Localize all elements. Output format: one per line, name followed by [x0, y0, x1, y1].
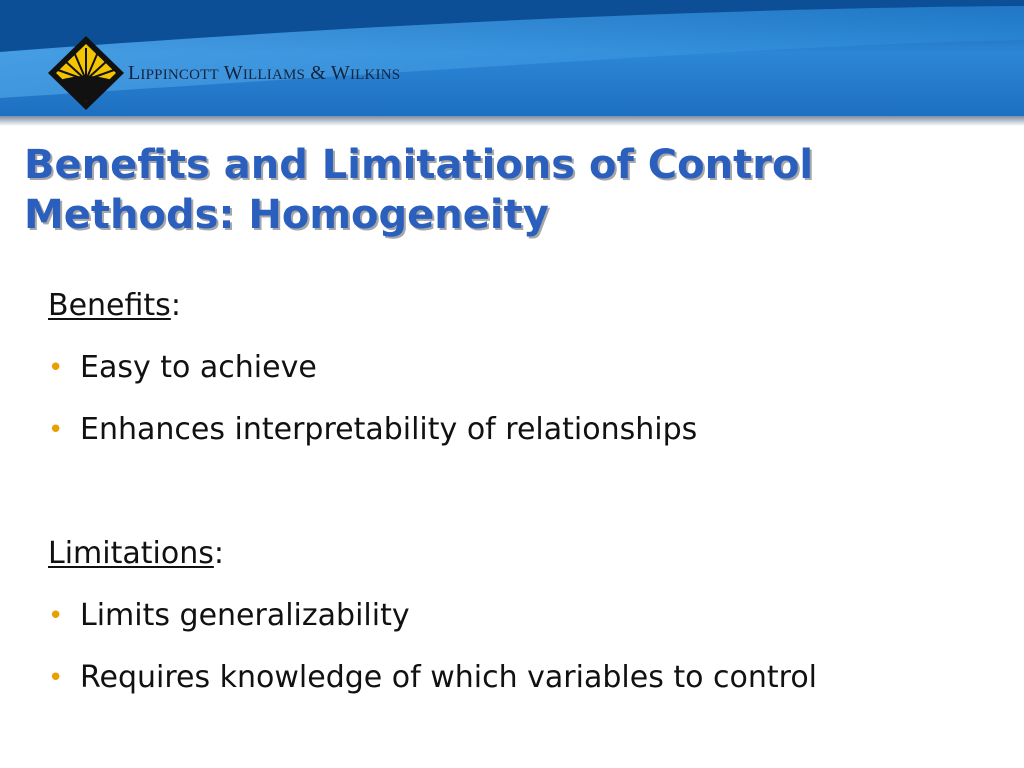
list-item: [48, 658, 988, 698]
section-spacer: [48, 472, 988, 534]
benefits-heading-colon: :: [170, 288, 181, 323]
publisher-name: [128, 62, 400, 85]
bullet-icon: •: [48, 601, 64, 631]
limitations-heading: [48, 534, 988, 574]
publisher-letter: W: [330, 62, 350, 84]
sunburst-logo-icon: [46, 34, 126, 112]
publisher-word: ILKINS: [349, 67, 401, 83]
publisher-ampersand: &: [310, 62, 327, 84]
slide-title-line-1: Benefits and Limitations of Control: [24, 142, 814, 188]
list-item-text: Enhances interpretability of relationships: [80, 412, 698, 447]
benefits-heading: [48, 286, 988, 326]
list-item: [48, 348, 988, 388]
limitations-heading-colon: :: [213, 536, 224, 571]
limitations-heading-label: Limitations: [48, 536, 214, 571]
list-item: [48, 596, 988, 636]
publisher-letter: L: [128, 62, 141, 84]
publisher-word: ILLIAMS: [242, 67, 306, 83]
list-item-text: Easy to achieve: [80, 350, 317, 385]
list-item: [48, 410, 988, 450]
bullet-icon: •: [48, 663, 64, 693]
benefits-heading-label: Benefits: [48, 288, 171, 323]
slide-title: [24, 140, 984, 240]
list-item-text: Limits generalizability: [80, 598, 410, 633]
publisher-letter: W: [223, 62, 243, 84]
list-item-text: Requires knowledge of which variables to control: [80, 660, 818, 695]
slide-body: [48, 286, 988, 720]
bullet-icon: •: [48, 353, 64, 383]
benefits-list: [48, 348, 988, 450]
limitations-list: [48, 596, 988, 698]
bullet-icon: •: [48, 415, 64, 445]
publisher-word: IPPINCOTT: [140, 67, 219, 83]
slide-title-line-2: Methods: Homogeneity: [24, 192, 549, 238]
